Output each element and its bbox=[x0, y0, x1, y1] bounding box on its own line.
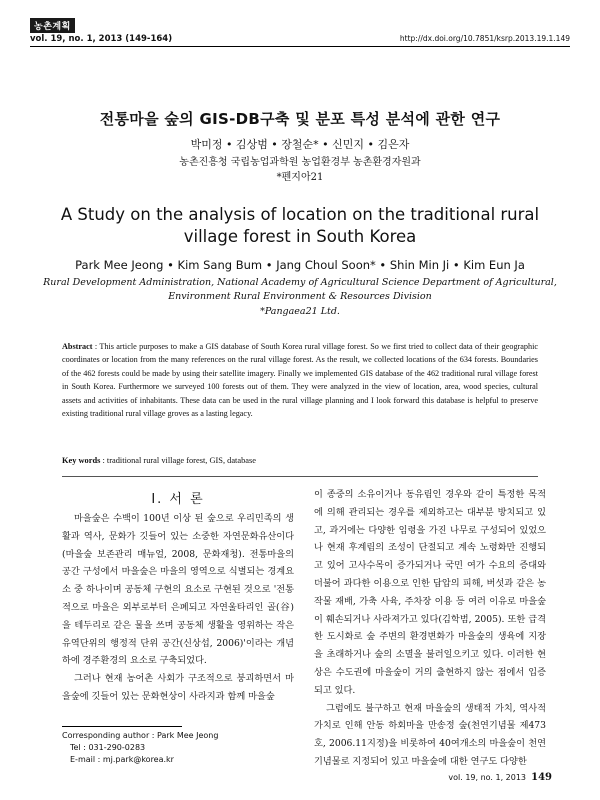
header-volume: vol. 19, no. 1, 2013 (149-164) bbox=[30, 34, 173, 44]
corresponding-tel: Tel : 031-290-0283 bbox=[70, 743, 146, 752]
corresponding-author: Corresponding author : Park Mee Jeong bbox=[62, 731, 219, 740]
page-number: 149 bbox=[531, 772, 552, 783]
korean-affiliation: 농촌진흥청 국립농업과학원 농업환경부 농촌환경자원과 bbox=[179, 157, 421, 168]
right-paragraph-1: 이 종중의 소유이거나 동유림인 경우와 같이 특정한 목적에 의해 관리되는 경우를 제외하고는 대부분 방치되고 있고, 과거에는 다양한 임령을 가진 나무로 구성되어 있었으나 현재 후계림의 조성이 단절되고 계속 노령화만 진행되고 있어 고사수목이 증가되거나 국민 여가 수요의 증대와 더불어 과다한 이용으로 인한 답압의 피해, 버섯과 같은 농작물 재배, 가축 사육, 주차장 이용 등 여러 이유로 마을숲이 훼손되거나 사라져가고 있다(김학범, 2005). 또한 급격한 도시화로 숲 주변의 환경변화가 마을숲의 생육에 지장을 초래하거나 숲의 소멸을 불러일으키고 있다. 이러한 현상은 수도권에 마을숲이 거의 출현하지 않는 점에서 입증되고 있다. bbox=[314, 489, 546, 696]
english-affiliation: Rural Development Administration, National Academy of Agricultural Science Department of Agricultural, Environment Rural Environment & Resources Division bbox=[43, 277, 557, 302]
english-title: A Study on the analysis of location on the traditional rural village forest in South Korea bbox=[60, 205, 540, 246]
abstract bbox=[62, 340, 538, 420]
korean-authors: 박미정 • 김상범 • 장철순* • 신민지 • 김은자 bbox=[190, 138, 410, 151]
keywords-label: Key words bbox=[62, 456, 101, 465]
english-affiliation-2: *Pangaea21 Ltd. bbox=[260, 306, 340, 317]
abstract-label: Abstract bbox=[62, 342, 93, 351]
page-footer bbox=[448, 772, 552, 783]
left-column bbox=[62, 510, 294, 706]
keywords-text: : traditional rural village forest, GIS, database bbox=[100, 456, 256, 465]
header-divider bbox=[30, 46, 570, 47]
left-paragraph-1: 마을숲은 수백이 100년 이상 된 숲으로 우리민족의 생활과 역사, 문화가 깃들어 있는 소중한 자연문화유산이다(마을숲 보존관리 매뉴얼, 2008, 문화재청). 전통마을의 공간 구성에서 마을숲은 마을의 영역으로 식별되는 경계요소 중 하나이며 공동체 구현의 요소로 구현된 것으로 '전통적으로 마을은 외부로부터 은폐되고 자연울타리인 골(谷)을 테두리로 같은 물을 쓰며 공동체 생활을 영위하는 작은 유역단위의 행정적 단위 공간(신상섭, 2006)'이라는 개념 하에 경주환경의 요소로 구축되었다. bbox=[62, 513, 294, 667]
keywords-divider bbox=[62, 476, 538, 477]
footer-volume: vol. 19, no. 1, 2013 bbox=[448, 773, 527, 782]
right-column bbox=[314, 486, 546, 771]
abstract-text: : This article purposes to make a GIS database of South Korea rural village forest. So we first tried to collect data of their geographic coordinates or location from the many references on the rural village forest. As the result, we collected locations of the 634 forests. Boundaries of the 462 forests could be made by using their satellite imagery. Finally we implemented GIS database of the 462 traditional rural village forest in South Korea. Furthermore we surveyed 100 forests out of them. They were analyzed in the view of location, area, wood species, cultural assets and activities of inhabitants. These data can be used in the rural village planning and I look forward this database is helpful to preserve existing traditional rural village groves as a lasting legacy. bbox=[62, 342, 538, 419]
correspondence bbox=[62, 730, 218, 766]
english-authors: Park Mee Jeong • Kim Sang Bum • Jang Choul Soon* • Shin Min Ji • Kim Eun Ja bbox=[75, 258, 525, 272]
left-paragraph-2: 그러나 현재 농어촌 사회가 구조적으로 붕괴하면서 마을숲에 깃들어 있는 문화현상이 사라지과 함께 마을숲 bbox=[62, 673, 294, 702]
journal-logo: 농촌계획 bbox=[30, 18, 75, 33]
corresponding-email[interactable]: E-mail : mj.park@korea.kr bbox=[70, 755, 174, 764]
keywords bbox=[62, 456, 538, 465]
korean-title: 전통마을 숲의 GIS-DB구축 및 분포 특성 분석에 관한 연구 bbox=[99, 110, 501, 128]
header-doi[interactable]: http://dx.doi.org/10.7851/ksrp.2013.19.1.149 bbox=[399, 34, 570, 43]
footnote-divider bbox=[62, 726, 182, 727]
korean-affiliation-2: *펜지아21 bbox=[276, 172, 324, 183]
section-heading: Ⅰ. 서 론 bbox=[151, 492, 205, 507]
right-paragraph-2: 그럼에도 불구하고 현재 마을숲의 생태적 가치, 역사적 가치로 인해 안동 하회마을 만송정 숲(천연기념물 제473호, 2006.11지정)을 비롯하여 40여개소의 마을숲이 천연기념물로 지정되어 있고 마을숲에 대한 연구도 다양한 bbox=[314, 702, 546, 767]
